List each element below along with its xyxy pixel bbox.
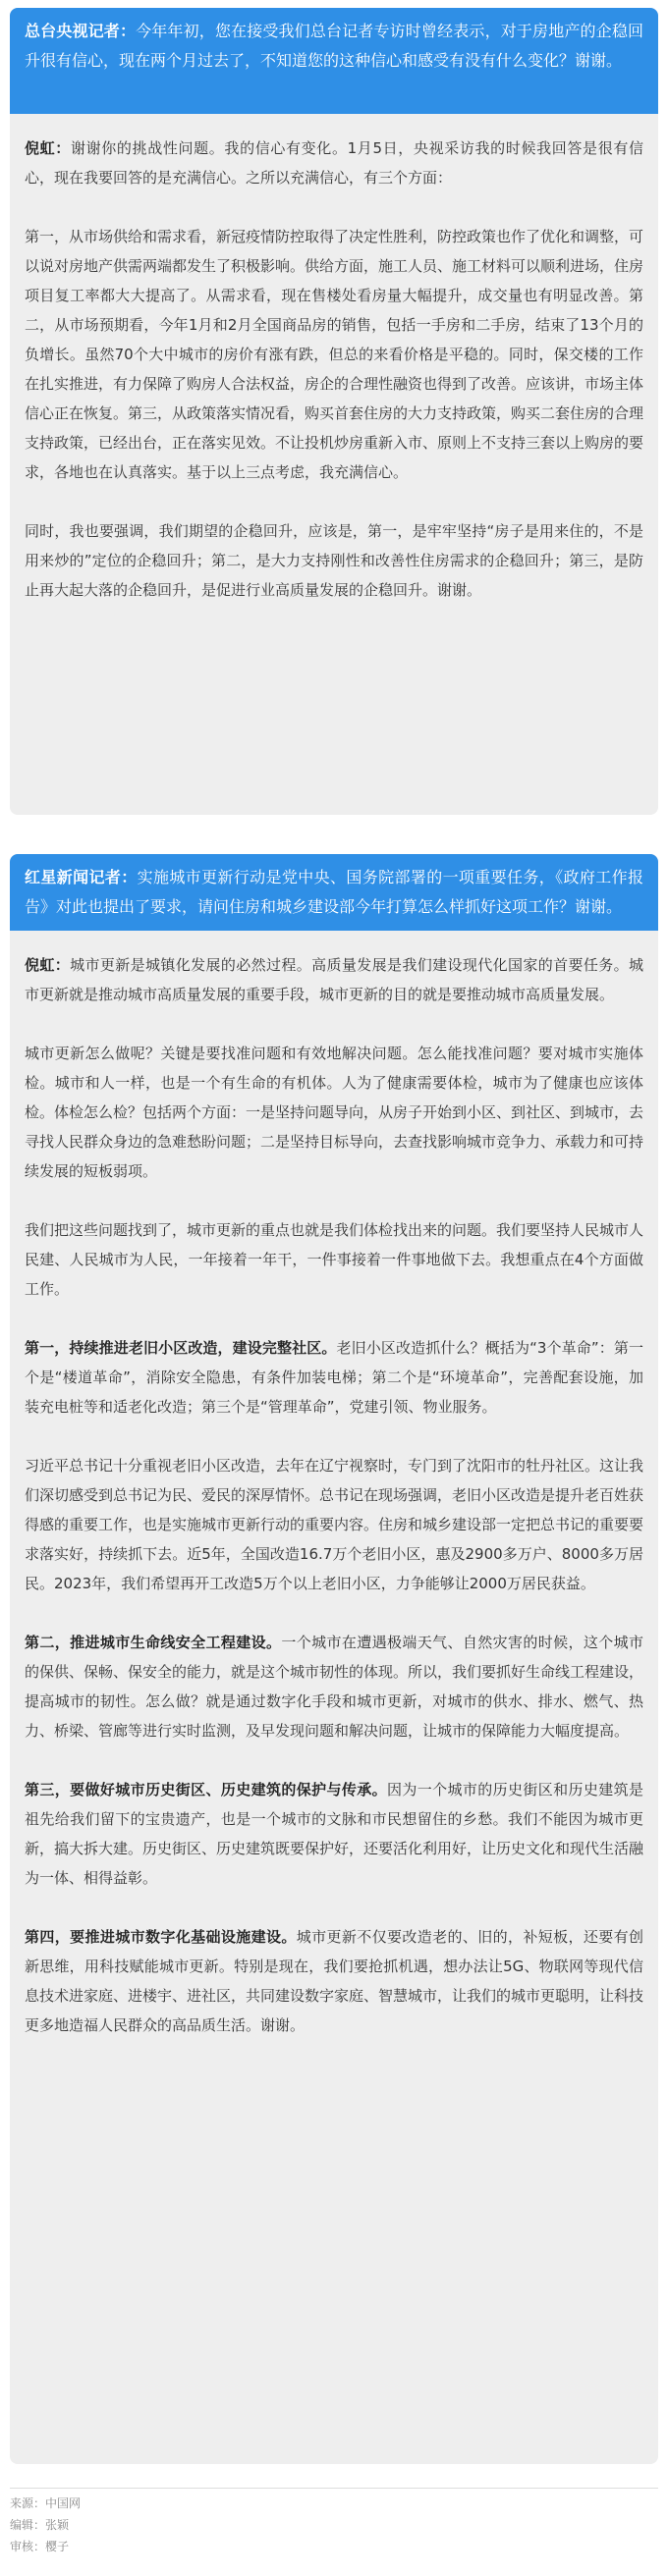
source-line: 来源：中国网 bbox=[10, 2496, 82, 2510]
question-text-1: 今年年初，您在接受我们总台记者专访时曾经表示，对于房地产的企稳回升很有信心，现在两个月过去了，不知道您的这种信心和感受有没有什么变化？谢谢。 bbox=[25, 22, 643, 70]
point-text-1: 老旧小区改造抓什么？概括为“3个革命”：第一个是“楼道革命”，消除安全隐患，有条件加装电梯；第二个是“环境革命”，完善配套设施，加装充电桩等和适老化改造；第三个是“管理革命”，党建引领、物业服务。 bbox=[25, 1339, 643, 1416]
point-heading-1: 第一，持续推进老旧小区改造，建设完整社区。 bbox=[25, 1339, 337, 1357]
answer-paragraph bbox=[25, 1628, 643, 1745]
qa-card-2 bbox=[10, 854, 658, 2464]
answer-paragraph: 我们把这些问题找到了，城市更新的重点也就是我们体检找出来的问题。我们要坚持人民城市人民建、人民城市为人民，一年接着一年干，一件事接着一件事地做下去。我想重点在4个方面做工作。 bbox=[25, 1221, 644, 1298]
answer-paragraph: 城市更新怎么做呢？关键是要找准问题和有效地解决问题。怎么能找准问题？要对城市实施体检。城市和人一样，也是一个有生命的有机体。人为了健康需要体检，城市为了健康也应该体检。体检怎么检？包括两个方面：一是坚持问题导向，从房子开始到小区、到社区、到城市，去寻找人民群众身边的急难愁盼问题；二是坚持目标导向，去查找影响城市竞争力、承载力和可持续发展的短板弱项。 bbox=[25, 1045, 644, 1180]
answer-paragraph: 习近平总书记十分重视老旧小区改造，去年在辽宁视察时，专门到了沈阳市的牡丹社区。这让我们深切感受到总书记为民、爱民的深厚情怀。总书记在现场强调，老旧小区改造是提升老百姓获得感的重要工作，也是实施城市更新行动的重要内容。住房和城乡建设部一定把总书记的重要要求落实好，持续抓下去。近5年，全国改造16.7万个老旧小区，惠及2900多万户、8000多万居民。2023年，我们希望再开工改造5万个以上老旧小区，力争能够让2000万居民获益。 bbox=[25, 1457, 644, 1592]
question-label-1: 总台央视记者： bbox=[25, 22, 137, 40]
answer-paragraph bbox=[25, 1922, 643, 2040]
editor-line: 编辑：张颖 bbox=[10, 2518, 70, 2532]
point-heading-3: 第三，要做好城市历史街区、历史建筑的保护与传承。 bbox=[25, 1781, 387, 1798]
answer-label-1: 倪虹： bbox=[25, 139, 71, 157]
point-heading-4: 第四，要推进城市数字化基础设施建设。 bbox=[25, 1928, 297, 1946]
answer-paragraph bbox=[25, 134, 643, 192]
answer-paragraph: 同时，我也要强调，我们期望的企稳回升，应该是，第一，是牢牢坚持“房子是用来住的，不是用来炒的”定位的企稳回升；第二，是大力支持刚性和改善性住房需求的企稳回升；第三，是防止再大起大落的企稳回升，是促进行业高质量发展的企稳回升。谢谢。 bbox=[25, 522, 643, 599]
answer-paragraph bbox=[25, 1333, 643, 1422]
answer-paragraph bbox=[25, 950, 643, 1009]
question-text-2: 实施城市更新行动是党中央、国务院部署的一项重要任务，《政府工作报告》对此也提出了要求，请问住房和城乡建设部今年打算怎么样抓好这项工作？谢谢。 bbox=[25, 868, 643, 916]
footer-divider bbox=[10, 2488, 658, 2489]
answer-paragraph: 第一，从市场供给和需求看，新冠疫情防控取得了决定性胜利，防控政策也作了优化和调整，可以说对房地产供需两端都发生了积极影响。供给方面，施工人员、施工材料可以顺利进场，住房项目复工率都大大提高了。从需求看，现在售楼处看房量大幅提升，成交量也有明显改善。第二，从市场预期看，今年1月和2月全国商品房的销售，包括一手房和二手房，结束了13个月的负增长。虽然70个大中城市的房价有涨有跌，但总的来看价格是平稳的。同时，保交楼的工作在扎实推进，有力保障了购房人合法权益，房企的合理性融资也得到了改善。应该讲，市场主体信心正在恢复。第三，从政策落实情况看，购买首套住房的大力支持政策，购买二套住房的合理支持政策，已经出台，正在落实见效。不让投机炒房重新入市、原则上不支持三套以上购房的要求，各地也在认真落实。基于以上三点考虑，我充满信心。 bbox=[25, 228, 644, 481]
point-text-2: 一个城市在遭遇极端天气、自然灾害的时候，这个城市的保供、保畅、保安全的能力，就是这个城市韧性的体现。所以，我们要抓好生命线工程建设，提高城市的韧性。怎么做？就是通过数字化手段和城市更新，对城市的供水、排水、燃气、热力、桥梁、管廊等进行实时监测，及早发现问题和解决问题，让城市的保障能力大幅度提高。 bbox=[25, 1634, 644, 1740]
qa-card-1 bbox=[10, 8, 658, 815]
point-heading-2: 第二，推进城市生命线安全工程建设。 bbox=[25, 1634, 282, 1651]
question-label-2: 红星新闻记者： bbox=[25, 868, 138, 886]
answer-label-2: 倪虹： bbox=[25, 956, 71, 974]
question-block-2 bbox=[10, 854, 658, 931]
answer-block-2 bbox=[10, 931, 658, 2040]
reviewer-line: 审核：樱子 bbox=[10, 2540, 70, 2553]
point-text-4: 城市更新不仅要改造老的、旧的，补短板，还要有创新思维，用科技赋能城市更新。特别是现在，我们要抢抓机遇，想办法让5G、物联网等现代信息技术进家庭、进楼宇、进社区，共同建设数字家庭、智慧城市，让我们的城市更聪明，让科技更多地造福人民群众的高品质生活。谢谢。 bbox=[25, 1928, 644, 2034]
article-footer bbox=[10, 2488, 658, 2557]
question-block-1 bbox=[10, 8, 658, 114]
point-text-3: 因为一个城市的历史街区和历史建筑是祖先给我们留下的宝贵遗产，也是一个城市的文脉和市民想留住的乡愁。我们不能因为城市更新，搞大拆大建。历史街区、历史建筑既要保护好，还要活化利用好，让历史文化和现代生活融为一体、相得益彰。 bbox=[25, 1781, 644, 1887]
answer-text: 谢谢你的挑战性问题。我的信心有变化。1月5日，央视采访我的时候我回答是很有信心，现在我要回答的是充满信心。之所以充满信心，有三个方面： bbox=[25, 139, 643, 187]
answer-block-1 bbox=[10, 114, 658, 605]
answer-text: 城市更新是城镇化发展的必然过程。高质量发展是我们建设现代化国家的首要任务。城市更新就是推动城市高质量发展的重要手段，城市更新的目的就是要推动城市高质量发展。 bbox=[25, 956, 643, 1003]
answer-paragraph bbox=[25, 1775, 643, 1893]
